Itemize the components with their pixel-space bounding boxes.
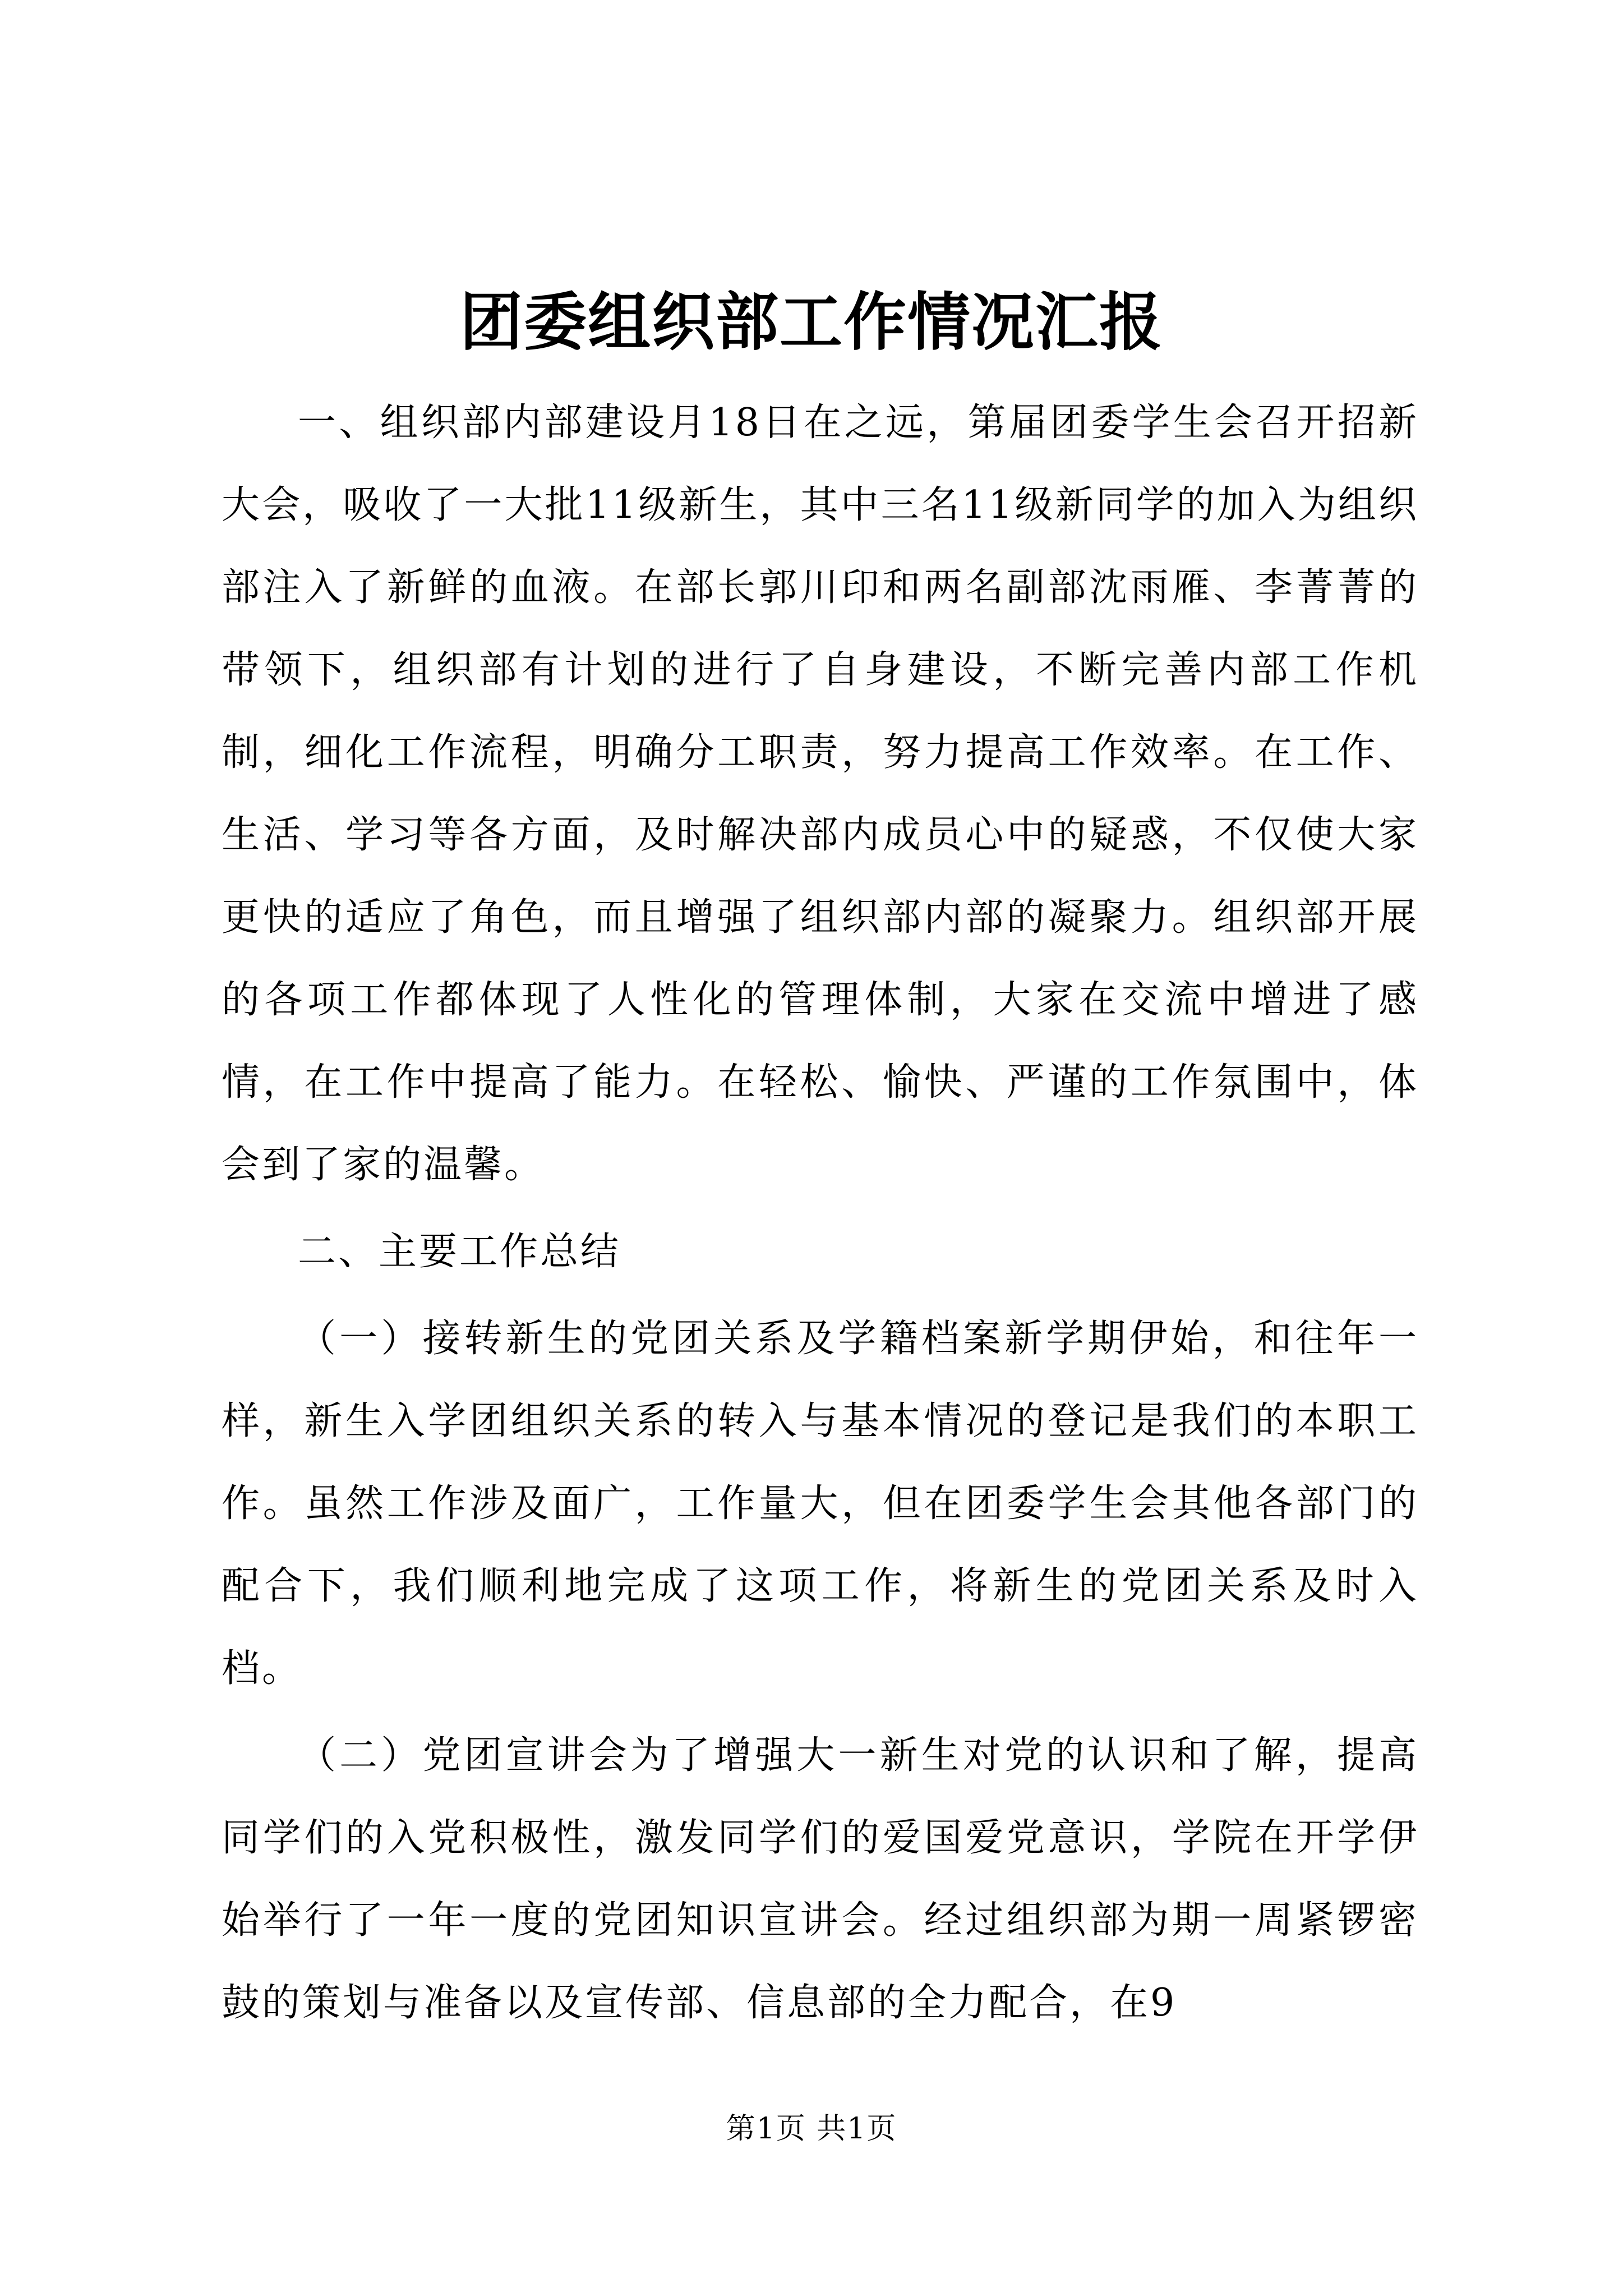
paragraph-internal-construction: 一、组织部内部建设月18日在之远，第届团委学生会召开招新大会，吸收了一大批11级新生，其中三名11级新同学的加入为组织部注入了新鲜的血液。在部长郭川印和两名副部沈雨雁、李菁菁的带领下，组织部有计划的进行了自身建设，不断完善内部工作机制，细化工作流程，明确分工职责，努力提高工作效率。在工作、生活、学习等各方面，及时解决部内成员心中的疑惑，不仅使大家更快的适应了角色，而且增强了组织部内部的凝聚力。组织部开展的各项工作都体现了人性化的管理体制，大家在交流中增进了感情，在工作中提高了能力。在轻松、愉快、严谨的工作氛围中，体会到了家的温馨。 bbox=[222, 401, 1419, 1187]
paragraph-section-heading: 二、主要工作总结 bbox=[298, 1230, 621, 1274]
page-footer: 第1页 共1页 bbox=[726, 2112, 897, 2146]
paragraph-party-lecture: （二）党团宣讲会为了增强大一新生对党的认识和了解，提高同学们的入党积极性，激发同学们的爱国爱党意识，学院在开学伊始举行了一年一度的党团知识宣讲会。经过组织部为期一周紧锣密鼓的策划与准备以及宣传部、信息部的全力配合，在9 bbox=[222, 1733, 1419, 2025]
document-body bbox=[222, 381, 1419, 2044]
paragraph-transfer-records: （一）接转新生的党团关系及学籍档案新学期伊始，和往年一样，新生入学团组织关系的转入与基本情况的登记是我们的本职工作。虽然工作涉及面广，工作量大，但在团委学生会其他各部门的配合下，我们顺利地完成了这项工作，将新生的党团关系及时入档。 bbox=[222, 1317, 1419, 1691]
document-title: 团委组织部工作情况汇报 bbox=[460, 286, 1163, 359]
